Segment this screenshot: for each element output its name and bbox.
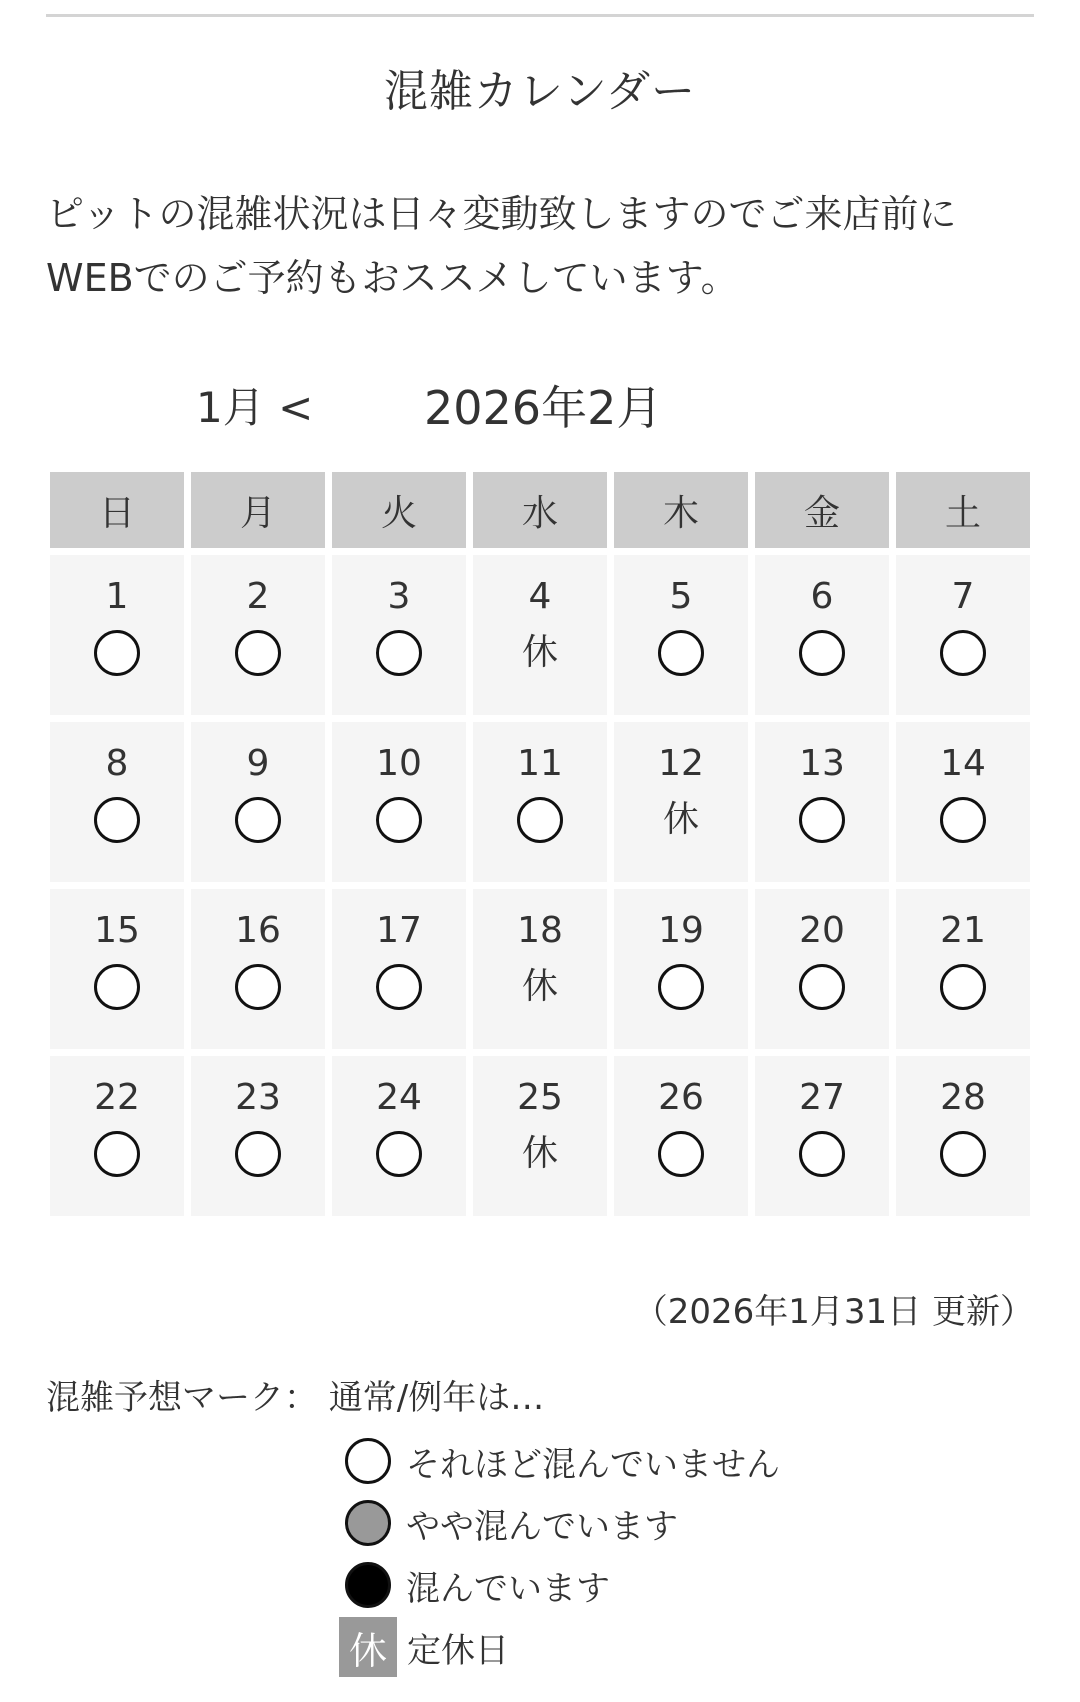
day-number: 8: [105, 743, 129, 784]
empty-circle-icon: [939, 796, 987, 844]
empty-circle-icon: [375, 796, 423, 844]
day-number: 28: [940, 1077, 986, 1118]
calendar-day-cell: [614, 555, 748, 715]
day-number: 6: [810, 576, 834, 617]
calendar-day-cell: [614, 722, 748, 882]
status-circle: [658, 630, 704, 676]
empty-circle-icon: [93, 629, 141, 677]
day-number: 23: [235, 1077, 281, 1118]
calendar-day-cell: [191, 889, 325, 1049]
legend-item-closed: [344, 1616, 780, 1678]
day-number: 19: [658, 910, 704, 951]
page-title: 混雑カレンダー: [383, 66, 697, 117]
calendar-day-cell: [473, 1056, 607, 1216]
legend-item-somewhat-crowded: [344, 1492, 780, 1554]
empty-circle-icon: [93, 1130, 141, 1178]
legend-label: 混雑予想マーク： 通常/例年は…: [46, 1378, 545, 1418]
calendar-day-cell: [332, 889, 466, 1049]
calendar-day-cell: [191, 1056, 325, 1216]
status-circle: [235, 964, 281, 1010]
status-circle: [799, 1131, 845, 1177]
day-number: 3: [387, 576, 411, 617]
weekday-header-row: [50, 472, 1032, 548]
day-number: 10: [376, 743, 422, 784]
day-number: 17: [376, 910, 422, 951]
empty-circle-icon: [798, 1130, 846, 1178]
status-circle: [94, 630, 140, 676]
empty-circle-icon: [939, 629, 987, 677]
day-number: 9: [246, 743, 270, 784]
updated-timestamp: （2026年1月31日 更新）: [633, 1292, 1034, 1332]
empty-circle-icon: [798, 963, 846, 1011]
status-circle: [376, 797, 422, 843]
empty-circle-icon: [93, 796, 141, 844]
status-circle: [235, 1131, 281, 1177]
legend-text: やや混んでいます: [406, 1506, 678, 1547]
status-circle: [940, 797, 986, 843]
empty-circle-icon: [657, 629, 705, 677]
calendar-day-cell: [332, 722, 466, 882]
status-circle: [940, 964, 986, 1010]
day-number: 13: [799, 743, 845, 784]
closed-label: 休: [521, 1133, 558, 1174]
day-number: 21: [940, 910, 986, 951]
empty-circle-icon: [798, 796, 846, 844]
calendar-day-cell: [896, 1056, 1030, 1216]
legend: [344, 1430, 780, 1678]
legend-swatch: [345, 1562, 391, 1608]
day-number: 2: [246, 576, 270, 617]
weekday-header: 火: [332, 472, 466, 548]
calendar-day-cell: [896, 555, 1030, 715]
calendar-day-cell: [473, 555, 607, 715]
day-number: 27: [799, 1077, 845, 1118]
day-number: 5: [669, 576, 693, 617]
calendar-day-cell: [614, 889, 748, 1049]
legend-swatch: [345, 1438, 391, 1484]
prev-month-link[interactable]: 1月 <: [196, 383, 314, 432]
calendar-day-cell: [755, 555, 889, 715]
calendar-day-cell: [614, 1056, 748, 1216]
day-number: 24: [376, 1077, 422, 1118]
calendar-day-cell: [50, 889, 184, 1049]
empty-circle-icon: [939, 1130, 987, 1178]
status-circle: [658, 964, 704, 1010]
status-circle: [940, 630, 986, 676]
empty-circle-icon: [939, 963, 987, 1011]
top-divider: [46, 14, 1034, 17]
status-circle: [799, 964, 845, 1010]
closed-label: 休: [521, 966, 558, 1007]
status-circle: [94, 797, 140, 843]
calendar-day-cell: [755, 889, 889, 1049]
weekday-header: 木: [614, 472, 748, 548]
day-number: 16: [235, 910, 281, 951]
calendar-day-cell: [473, 889, 607, 1049]
empty-circle-icon: [234, 796, 282, 844]
empty-circle-icon: [234, 629, 282, 677]
status-circle: [799, 630, 845, 676]
legend-swatch: [345, 1500, 391, 1546]
calendar-day-cell: [332, 1056, 466, 1216]
intro-text: ピットの混雑状況は日々変動致しますのでご来店前にWEBでのご予約もおススメしています。: [46, 192, 957, 300]
calendar-day-cell: [50, 1056, 184, 1216]
empty-circle-icon: [375, 1130, 423, 1178]
calendar-week-row: [50, 889, 1032, 1049]
legend-text: それほど混んでいません: [406, 1444, 780, 1485]
calendar-day-cell: [755, 722, 889, 882]
day-number: 25: [517, 1077, 563, 1118]
day-number: 18: [517, 910, 563, 951]
empty-circle-icon: [798, 629, 846, 677]
status-circle: [658, 1131, 704, 1177]
calendar-day-cell: [50, 555, 184, 715]
status-circle: [235, 797, 281, 843]
closed-day-mark: [657, 796, 705, 844]
calendar-week-row: [50, 722, 1032, 882]
calendar-day-cell: [896, 722, 1030, 882]
empty-circle-icon: [234, 1130, 282, 1178]
calendar-day-cell: [896, 889, 1030, 1049]
closed-label: 休: [521, 632, 558, 673]
day-number: 12: [658, 743, 704, 784]
calendar-grid: [50, 472, 1032, 1216]
weekday-header: 金: [755, 472, 889, 548]
day-number: 14: [940, 743, 986, 784]
day-number: 15: [94, 910, 140, 951]
weekday-header: 月: [191, 472, 325, 548]
calendar-day-cell: [332, 555, 466, 715]
legend-item-not-crowded: [344, 1430, 780, 1492]
empty-circle-icon: [657, 963, 705, 1011]
calendar-week-row: [50, 555, 1032, 715]
calendar-week-row: [50, 1056, 1032, 1216]
calendar-day-cell: [191, 555, 325, 715]
legend-text: 混んでいます: [406, 1568, 610, 1609]
weekday-header: 土: [896, 472, 1030, 548]
closed-day-icon: 休: [339, 1617, 397, 1677]
status-circle: [376, 964, 422, 1010]
empty-circle-icon: [93, 963, 141, 1011]
status-circle: [94, 964, 140, 1010]
day-number: 7: [951, 576, 975, 617]
day-number: 22: [94, 1077, 140, 1118]
day-number: 4: [528, 576, 552, 617]
status-circle: [376, 1131, 422, 1177]
empty-circle-icon: [375, 629, 423, 677]
day-number: 20: [799, 910, 845, 951]
empty-circle-icon: [657, 1130, 705, 1178]
closed-day-mark: [516, 629, 564, 677]
black-circle-icon: [344, 1561, 392, 1609]
status-circle: [94, 1131, 140, 1177]
current-month-label: 2026年2月: [424, 381, 663, 435]
legend-text: 定休日: [407, 1630, 509, 1671]
status-circle: [517, 797, 563, 843]
day-number: 1: [105, 576, 129, 617]
day-number: 11: [517, 743, 563, 784]
calendar-day-cell: [50, 722, 184, 882]
weekday-header: 日: [50, 472, 184, 548]
closed-day-mark: [516, 963, 564, 1011]
gray-circle-icon: [344, 1499, 392, 1547]
calendar-day-cell: [755, 1056, 889, 1216]
weekday-header: 水: [473, 472, 607, 548]
calendar-day-cell: [473, 722, 607, 882]
empty-circle-icon: [234, 963, 282, 1011]
legend-item-crowded: [344, 1554, 780, 1616]
status-circle: [235, 630, 281, 676]
empty-circle-icon: [344, 1437, 392, 1485]
calendar-weeks: [50, 555, 1032, 1216]
day-number: 26: [658, 1077, 704, 1118]
empty-circle-icon: [516, 796, 564, 844]
status-circle: [376, 630, 422, 676]
calendar-day-cell: [191, 722, 325, 882]
status-circle: [940, 1131, 986, 1177]
closed-label: 休: [662, 799, 699, 840]
status-circle: [799, 797, 845, 843]
closed-day-mark: [516, 1130, 564, 1178]
empty-circle-icon: [375, 963, 423, 1011]
